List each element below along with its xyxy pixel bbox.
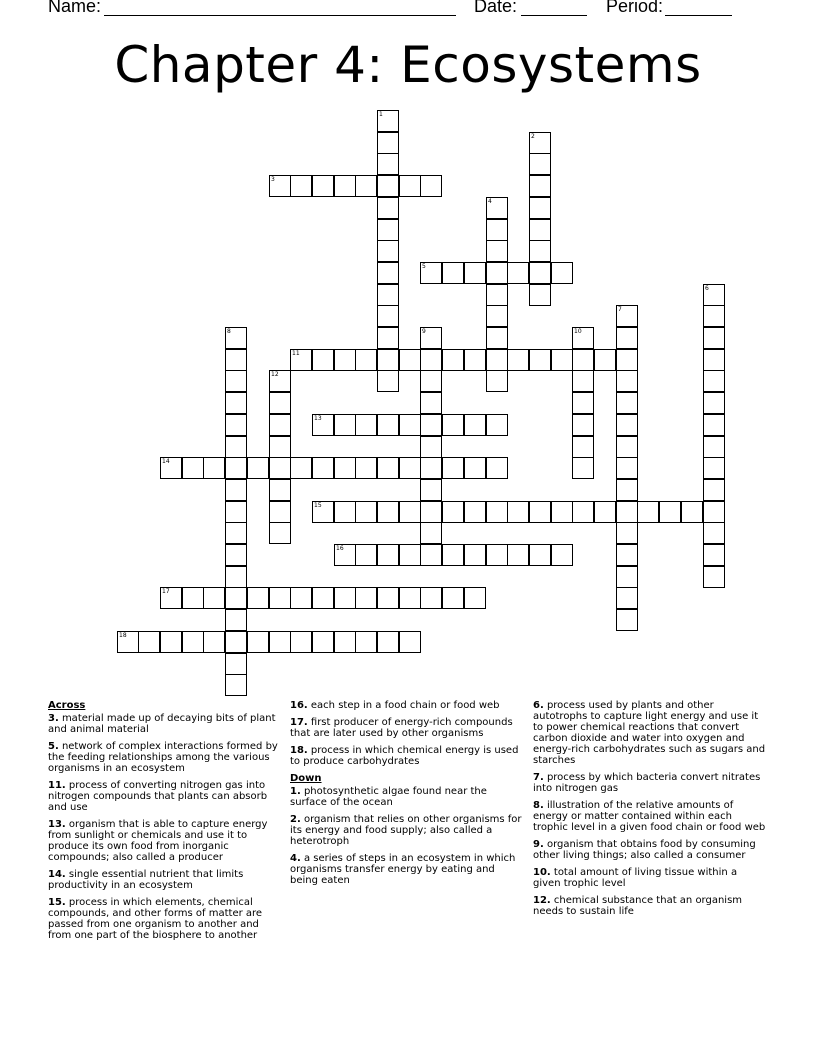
clues-column-1 <box>48 700 282 947</box>
crossword-cell[interactable] <box>377 110 399 132</box>
crossword-cell[interactable] <box>420 175 442 197</box>
crossword-cell[interactable] <box>616 566 638 588</box>
crossword-cell[interactable] <box>312 457 334 479</box>
crossword-cell[interactable] <box>486 414 508 436</box>
crossword-cell[interactable] <box>616 349 638 371</box>
crossword-cell[interactable] <box>377 349 399 371</box>
crossword-cell[interactable] <box>486 262 508 284</box>
clue-number-label: 10. <box>533 867 551 878</box>
clue-number-label: 6. <box>533 700 544 711</box>
crossword-cell[interactable] <box>420 457 442 479</box>
crossword-cell[interactable] <box>225 674 247 696</box>
clue-number-label: 5. <box>48 741 59 752</box>
crossword-cell[interactable] <box>377 631 399 653</box>
crossword-cell[interactable] <box>703 501 725 523</box>
crossword-cell[interactable] <box>572 370 594 392</box>
crossword-cell[interactable] <box>464 414 486 436</box>
crossword-cell[interactable] <box>225 653 247 675</box>
crossword-cell[interactable] <box>290 457 312 479</box>
clue-number-label: 17. <box>290 717 308 728</box>
crossword-cell[interactable] <box>377 501 399 523</box>
clues-column-2 <box>290 700 524 892</box>
crossword-cell[interactable] <box>572 349 594 371</box>
crossword-cell[interactable] <box>616 479 638 501</box>
crossword-cell[interactable] <box>464 457 486 479</box>
crossword-cell[interactable] <box>377 175 399 197</box>
crossword-cell[interactable] <box>616 501 638 523</box>
crossword-cell[interactable] <box>269 414 291 436</box>
crossword-cell[interactable] <box>442 262 464 284</box>
crossword-cell[interactable] <box>269 522 291 544</box>
crossword-cell[interactable] <box>616 522 638 544</box>
crossword-cell[interactable] <box>377 587 399 609</box>
crossword-cell[interactable] <box>225 544 247 566</box>
crossword-cell[interactable] <box>377 262 399 284</box>
across-clue <box>290 717 524 739</box>
crossword-cell[interactable] <box>312 175 334 197</box>
crossword-cell[interactable] <box>225 631 247 653</box>
crossword-cell[interactable] <box>420 370 442 392</box>
crossword-cell[interactable] <box>529 262 551 284</box>
clue-text: organism that is able to capture energy from sunlight or chemicals and use it to produce its own food from inorganic compounds; also called a producer <box>48 819 268 863</box>
clue-number: 9 <box>422 328 426 335</box>
crossword-cell[interactable] <box>420 587 442 609</box>
crossword-cell[interactable] <box>334 587 356 609</box>
crossword-cell[interactable] <box>572 414 594 436</box>
clue-number: 10 <box>574 328 582 335</box>
crossword-cell[interactable] <box>377 370 399 392</box>
crossword-cell[interactable] <box>377 305 399 327</box>
clue-number: 3 <box>271 176 275 183</box>
crossword-cell[interactable] <box>377 327 399 349</box>
clue-number: 18 <box>119 632 127 639</box>
crossword-cell[interactable] <box>399 349 421 371</box>
crossword-cell[interactable] <box>486 240 508 262</box>
clue-text: each step in a food chain or food web <box>307 700 500 711</box>
clue-number: 14 <box>162 458 170 465</box>
crossword-cell[interactable] <box>269 175 291 197</box>
crossword-cell[interactable] <box>290 175 312 197</box>
crossword-cell[interactable] <box>703 544 725 566</box>
clue-number: 2 <box>531 133 535 140</box>
clue-text: material made up of decaying bits of plant and animal material <box>48 713 276 735</box>
crossword-cell[interactable] <box>334 631 356 653</box>
crossword-cell[interactable] <box>225 522 247 544</box>
clue-text: process by which bacteria convert nitrates into nitrogen gas <box>533 772 761 794</box>
crossword-cell[interactable] <box>138 631 160 653</box>
crossword-cell[interactable] <box>377 457 399 479</box>
crossword-cell[interactable] <box>269 392 291 414</box>
crossword-cell[interactable] <box>377 284 399 306</box>
crossword-cell[interactable] <box>442 414 464 436</box>
period-label: Period: <box>606 0 664 16</box>
crossword-cell[interactable] <box>529 175 551 197</box>
down-clue <box>533 800 767 833</box>
crossword-cell[interactable] <box>420 327 442 349</box>
crossword-cell[interactable] <box>703 457 725 479</box>
across-clue <box>290 745 524 767</box>
clue-text: process in which elements, chemical compounds, and other forms of matter are passed from one organism to another and from one part of the biosphere to another <box>48 897 263 941</box>
crossword-cell[interactable] <box>225 501 247 523</box>
crossword-cell[interactable] <box>551 349 573 371</box>
crossword-cell[interactable] <box>616 609 638 631</box>
crossword-cell[interactable] <box>355 349 377 371</box>
down-clue <box>533 700 767 766</box>
crossword-cell[interactable] <box>703 305 725 327</box>
crossword-cell[interactable] <box>312 631 334 653</box>
crossword-cell[interactable] <box>203 587 225 609</box>
crossword-cell[interactable] <box>594 501 616 523</box>
clue-number-label: 18. <box>290 745 308 756</box>
crossword-cell[interactable] <box>247 457 269 479</box>
crossword-cell[interactable] <box>572 392 594 414</box>
crossword-cell[interactable] <box>203 631 225 653</box>
crossword-cell[interactable] <box>355 587 377 609</box>
crossword-cell[interactable] <box>377 414 399 436</box>
clue-number-label: 9. <box>533 839 544 850</box>
crossword-cell[interactable] <box>442 501 464 523</box>
crossword-cell[interactable] <box>616 587 638 609</box>
down-heading: Down <box>290 773 322 784</box>
clue-number: 11 <box>292 350 300 357</box>
across-heading: Across <box>48 700 86 711</box>
crossword-cell[interactable] <box>160 631 182 653</box>
crossword-cell[interactable] <box>703 392 725 414</box>
crossword-cell[interactable] <box>529 284 551 306</box>
across-clue <box>48 897 282 941</box>
crossword-cell[interactable] <box>486 219 508 241</box>
crossword-cell[interactable] <box>399 414 421 436</box>
clue-number: 13 <box>314 415 322 422</box>
clue-text: single essential nutrient that limits productivity in an ecosystem <box>48 869 244 891</box>
crossword-cell[interactable] <box>334 457 356 479</box>
name-label: Name: <box>48 0 102 16</box>
crossword-cell[interactable] <box>507 262 529 284</box>
clue-text: process in which chemical energy is used to produce carbohydrates <box>290 745 519 767</box>
crossword-cell[interactable] <box>312 349 334 371</box>
crossword-cell[interactable] <box>616 327 638 349</box>
clue-number-label: 8. <box>533 800 544 811</box>
crossword-cell[interactable] <box>529 153 551 175</box>
clue-number-label: 13. <box>48 819 66 830</box>
clue-number-label: 14. <box>48 869 66 880</box>
clue-text: first producer of energy-rich compounds that are later used by other organisms <box>290 717 513 739</box>
crossword-cell[interactable] <box>464 501 486 523</box>
crossword-cell[interactable] <box>616 305 638 327</box>
crossword-cell[interactable] <box>420 349 442 371</box>
crossword-cell[interactable] <box>551 501 573 523</box>
crossword-cell[interactable] <box>203 457 225 479</box>
clue-text: total amount of living tissue within a given trophic level <box>533 867 738 889</box>
crossword-cell[interactable] <box>399 175 421 197</box>
crossword-cell[interactable] <box>464 349 486 371</box>
crossword-cell[interactable] <box>225 566 247 588</box>
crossword-cell[interactable] <box>160 587 182 609</box>
crossword-cell[interactable] <box>616 370 638 392</box>
clue-text: illustration of the relative amounts of energy or matter contained within each trophic level in a given food chain or food web <box>533 800 766 833</box>
clue-number-label: 12. <box>533 895 551 906</box>
crossword-cell[interactable] <box>703 522 725 544</box>
clue-number: 17 <box>162 588 170 595</box>
crossword-cell[interactable] <box>529 240 551 262</box>
crossword-cell[interactable] <box>182 587 204 609</box>
clue-number-label: 3. <box>48 713 59 724</box>
crossword-cell[interactable] <box>486 284 508 306</box>
down-clue <box>533 867 767 889</box>
down-clue <box>533 839 767 861</box>
crossword-cell[interactable] <box>355 544 377 566</box>
crossword-cell[interactable] <box>420 436 442 458</box>
crossword-cell[interactable] <box>377 219 399 241</box>
clue-number: 4 <box>488 198 492 205</box>
down-clue <box>290 853 524 886</box>
crossword-cell[interactable] <box>182 457 204 479</box>
crossword-cell[interactable] <box>269 457 291 479</box>
down-clue <box>290 814 524 847</box>
crossword-cell[interactable] <box>225 436 247 458</box>
across-clue <box>48 869 282 891</box>
down-clue <box>290 786 524 808</box>
clue-number: 8 <box>227 328 231 335</box>
clue-number: 12 <box>271 371 279 378</box>
crossword-cell[interactable] <box>681 501 703 523</box>
crossword-cell[interactable] <box>420 414 442 436</box>
crossword-cell[interactable] <box>399 631 421 653</box>
crossword-cell[interactable] <box>225 609 247 631</box>
crossword-cell[interactable] <box>486 305 508 327</box>
crossword-cell[interactable] <box>420 544 442 566</box>
crossword-cell[interactable] <box>269 479 291 501</box>
crossword-cell[interactable] <box>442 587 464 609</box>
crossword-cell[interactable] <box>399 457 421 479</box>
crossword-cell[interactable] <box>377 240 399 262</box>
crossword-cell[interactable] <box>616 457 638 479</box>
clue-number: 5 <box>422 263 426 270</box>
date-label: Date: <box>474 0 518 16</box>
crossword-cell[interactable] <box>703 370 725 392</box>
crossword-cell[interactable] <box>486 501 508 523</box>
crossword-cell[interactable] <box>117 631 139 653</box>
crossword-cell[interactable] <box>420 262 442 284</box>
crossword-cell[interactable] <box>225 479 247 501</box>
crossword-cell[interactable] <box>572 457 594 479</box>
crossword-cell[interactable] <box>290 349 312 371</box>
clue-number-label: 11. <box>48 780 66 791</box>
crossword-cell[interactable] <box>616 414 638 436</box>
across-clue <box>48 780 282 813</box>
crossword-cell[interactable] <box>529 219 551 241</box>
crossword-cell[interactable] <box>334 544 356 566</box>
crossword-cell[interactable] <box>399 587 421 609</box>
crossword-cell[interactable] <box>442 349 464 371</box>
crossword-cell[interactable] <box>442 457 464 479</box>
clue-number: 7 <box>618 306 622 313</box>
crossword-cell[interactable] <box>225 370 247 392</box>
clue-text: organism that relies on other organisms for its energy and food supply; also called a heterotroph <box>290 814 522 847</box>
crossword-cell[interactable] <box>334 349 356 371</box>
crossword-cell[interactable] <box>269 370 291 392</box>
crossword-cell[interactable] <box>377 153 399 175</box>
crossword-cell[interactable] <box>420 501 442 523</box>
clue-number-label: 16. <box>290 700 308 711</box>
crossword-cell[interactable] <box>486 197 508 219</box>
crossword-cell[interactable] <box>507 349 529 371</box>
crossword-cell[interactable] <box>551 544 573 566</box>
crossword-cell[interactable] <box>703 349 725 371</box>
down-clue <box>533 772 767 794</box>
crossword-cell[interactable] <box>420 392 442 414</box>
crossword-cell[interactable] <box>464 587 486 609</box>
crossword-cell[interactable] <box>703 436 725 458</box>
crossword-cell[interactable] <box>377 197 399 219</box>
crossword-cell[interactable] <box>225 587 247 609</box>
crossword-cell[interactable] <box>355 501 377 523</box>
crossword-cell[interactable] <box>703 327 725 349</box>
across-clue <box>48 819 282 863</box>
clue-text: photosynthetic algae found near the surface of the ocean <box>290 786 487 808</box>
crossword-cell[interactable] <box>486 544 508 566</box>
crossword-cell[interactable] <box>616 544 638 566</box>
crossword-cell[interactable] <box>659 501 681 523</box>
crossword-cell[interactable] <box>355 175 377 197</box>
clue-number: 6 <box>705 285 709 292</box>
crossword-cell[interactable] <box>703 566 725 588</box>
crossword-cell[interactable] <box>334 175 356 197</box>
crossword-cell[interactable] <box>334 414 356 436</box>
crossword-cell[interactable] <box>225 414 247 436</box>
clue-number: 1 <box>379 111 383 118</box>
crossword-cell[interactable] <box>486 457 508 479</box>
page-title: Chapter 4: Ecosystems <box>114 36 702 94</box>
crossword-cell[interactable] <box>269 501 291 523</box>
crossword-cell[interactable] <box>377 132 399 154</box>
across-clue <box>48 713 282 735</box>
crossword-cell[interactable] <box>225 457 247 479</box>
crossword-cell[interactable] <box>572 436 594 458</box>
crossword-cell[interactable] <box>486 327 508 349</box>
clue-number: 16 <box>336 545 344 552</box>
clue-text: organism that obtains food by consuming other living things; also called a consumer <box>533 839 756 861</box>
crossword-cell[interactable] <box>399 544 421 566</box>
clue-text: chemical substance that an organism needs to sustain life <box>533 895 743 917</box>
crossword-cell[interactable] <box>529 132 551 154</box>
crossword-cell[interactable] <box>290 587 312 609</box>
crossword-cell[interactable] <box>355 457 377 479</box>
down-clue <box>533 895 767 917</box>
crossword-cell[interactable] <box>269 436 291 458</box>
clue-text: process of converting nitrogen gas into nitrogen compounds that plants can absorb and use <box>48 780 268 813</box>
crossword-cell[interactable] <box>572 501 594 523</box>
crossword-cell[interactable] <box>225 327 247 349</box>
crossword-cell[interactable] <box>529 197 551 219</box>
crossword-cell[interactable] <box>464 544 486 566</box>
crossword-cell[interactable] <box>616 392 638 414</box>
crossword-cell[interactable] <box>616 436 638 458</box>
across-clue <box>290 700 524 711</box>
crossword-cell[interactable] <box>225 349 247 371</box>
clue-number-label: 4. <box>290 853 301 864</box>
crossword-cell[interactable] <box>182 631 204 653</box>
clues-column-3 <box>533 700 767 923</box>
crossword-cell[interactable] <box>225 392 247 414</box>
crossword-cell[interactable] <box>572 327 594 349</box>
crossword-cell[interactable] <box>464 262 486 284</box>
crossword-cell[interactable] <box>290 631 312 653</box>
across-clue <box>48 741 282 774</box>
crossword-cell[interactable] <box>486 349 508 371</box>
crossword-cell[interactable] <box>551 262 573 284</box>
crossword-cell[interactable] <box>529 501 551 523</box>
crossword-cell[interactable] <box>420 522 442 544</box>
crossword-cell[interactable] <box>269 631 291 653</box>
crossword-cell[interactable] <box>377 544 399 566</box>
crossword-cell[interactable] <box>594 349 616 371</box>
crossword-cell[interactable] <box>334 501 356 523</box>
crossword-cell[interactable] <box>355 631 377 653</box>
crossword-cell[interactable] <box>703 479 725 501</box>
crossword-cell[interactable] <box>486 370 508 392</box>
crossword-cell[interactable] <box>420 479 442 501</box>
crossword-cell[interactable] <box>507 544 529 566</box>
crossword-cell[interactable] <box>355 414 377 436</box>
crossword-cell[interactable] <box>442 544 464 566</box>
crossword-cell[interactable] <box>160 457 182 479</box>
crossword-cell[interactable] <box>247 587 269 609</box>
crossword-cell[interactable] <box>637 501 659 523</box>
clue-number-label: 2. <box>290 814 301 825</box>
crossword-cell[interactable] <box>247 631 269 653</box>
crossword-cell[interactable] <box>507 501 529 523</box>
crossword-cell[interactable] <box>312 414 334 436</box>
crossword-cell[interactable] <box>312 587 334 609</box>
clue-number-label: 1. <box>290 786 301 797</box>
crossword-cell[interactable] <box>529 349 551 371</box>
crossword-cell[interactable] <box>703 284 725 306</box>
crossword-cell[interactable] <box>529 544 551 566</box>
clue-text: a series of steps in an ecosystem in which organisms transfer energy by eating and being eaten <box>290 853 516 886</box>
clue-number-label: 15. <box>48 897 66 908</box>
clue-text: process used by plants and other autotrophs to capture light energy and use it to power chemical reactions that convert carbon dioxide and water into oxygen and energy-rich carbohydrates such as sugars and starches <box>533 700 766 766</box>
crossword-cell[interactable] <box>312 501 334 523</box>
clue-number-label: 7. <box>533 772 544 783</box>
crossword-cell[interactable] <box>703 414 725 436</box>
clue-number: 15 <box>314 502 322 509</box>
clue-text: network of complex interactions formed by the feeding relationships among the various organisms in an ecosystem <box>48 741 278 774</box>
crossword-cell[interactable] <box>399 501 421 523</box>
crossword-cell[interactable] <box>269 587 291 609</box>
